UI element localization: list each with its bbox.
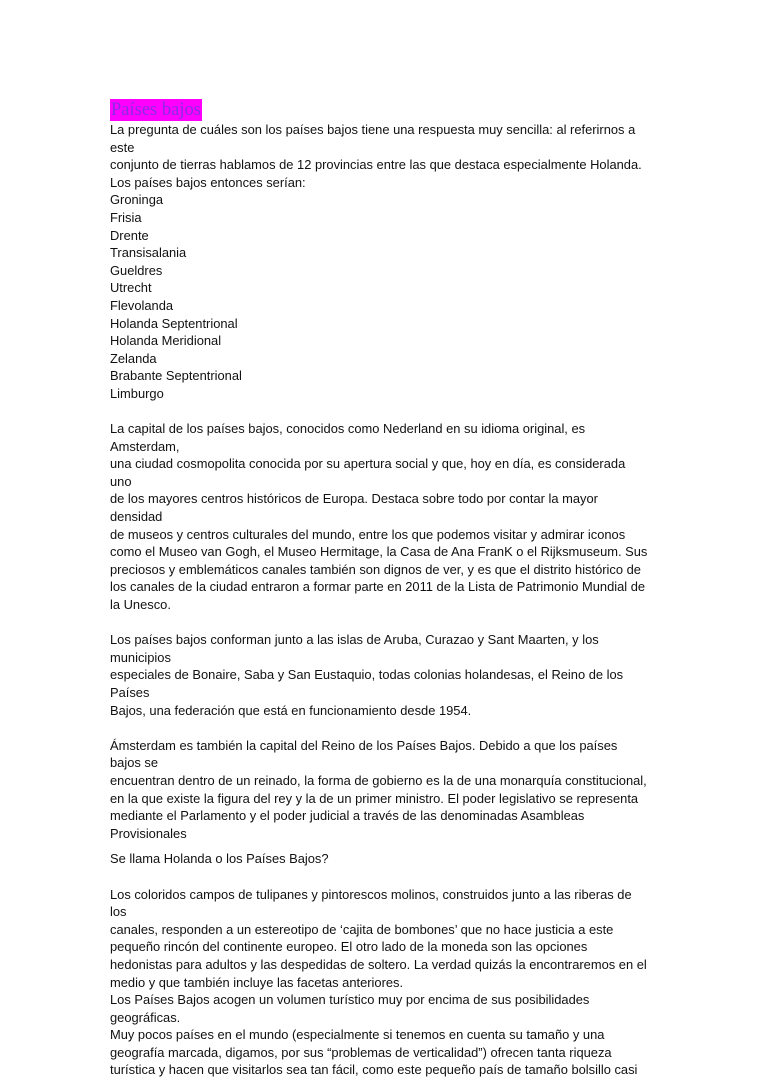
spacer (110, 868, 650, 886)
capital-paragraph: La capital de los países bajos, conocidos como Nederland en su idioma original, es Amsterdam, una ciudad cosmopolita conocida por su apertura social y que, hoy en día, es considerada uno de los mayores centros históricos de Europa. Destaca sobre todo por contar la mayor densidad de museos y centros culturales del mundo, entre los que podemos visitar y admirar iconos como el Museo van Gogh, el Museo Hermitage, la Casa de Ana FranK o el Rijksmuseum. Sus preciosos y emblemáticos canales también son dignos de ver, y es que el distrito histórico de los canales de la ciudad entraron a formar parte en 2011 de la Lista de Patrimonio Mundial de la Unesco. (110, 421, 648, 613)
document-page (110, 99, 650, 1079)
province-item: Brabante Septentrional (110, 368, 242, 384)
tulips-paragraph: Los coloridos campos de tulipanes y pintorescos molinos, construidos junto a las riberas de los canales, responden a un estereotipo de ‘cajita de bombones’ que no hace justicia a este pequeño rincón del continente europeo. El otro lado de la moneda son las opciones hedonistas para adultos y las despedidas de soltero. La verdad quizás la encontraremos en el medio y que también incluye las facetas anteriores. (110, 886, 647, 990)
province-list (110, 191, 650, 402)
intro-paragraph: La pregunta de cuáles son los países bajos tiene una respuesta muy sencilla: al referirnos a este conjunto de tierras hablamos de 12 provincias entre las que destaca especialmente Holanda. Los países bajos entonces serían: (110, 122, 642, 190)
province-item: Frisia (110, 209, 142, 225)
province-item: Holanda Meridional (110, 333, 222, 349)
kingdom-paragraph: Los países bajos conforman junto a las islas de Aruba, Curazao y Sant Maarten, y los municipios especiales de Bonaire, Saba y San Eustaquio, todas colonias holandesas, el Reino de los Países Bajos, una federación que está en funcionamiento desde 1954. (110, 632, 624, 718)
province-item: Groninga (110, 192, 164, 208)
province-item: Gueldres (110, 262, 163, 278)
spacer (110, 403, 650, 421)
spacer (110, 842, 650, 850)
tourism-paragraph: Los Países Bajos acogen un volumen turístico muy por encima de sus posibilidades geográficas. Muy pocos países en el mundo (especialmente si tenemos en cuenta su tamaño y una geografía marcada, digamos, por sus “problemas de verticalidad”) ofrecen tanta riqueza turística y hacen que visitarlos sea tan fácil, como este pequeño país de tamaño bolsillo casi (110, 992, 638, 1078)
province-item: Flevolanda (110, 297, 174, 313)
question-heading: Se llama Holanda o los Países Bajos? (110, 851, 329, 867)
province-item: Holanda Septentrional (110, 315, 238, 331)
province-item: Drente (110, 227, 149, 243)
spacer (110, 614, 650, 632)
spacer (110, 719, 650, 737)
document-title: Países bajos (111, 100, 201, 120)
province-item: Zelanda (110, 350, 157, 366)
province-item: Utrecht (110, 280, 152, 296)
province-item: Limburgo (110, 385, 164, 401)
government-paragraph: Ámsterdam es también la capital del Reino de los Países Bajos. Debido a que los países bajos se encuentran dentro de un reinado, la forma de gobierno es la de una monarquía constitucional, en la que existe la figura del rey y la de un primer ministro. El poder legislativo se representa mediante el Parlamento y el poder judicial a través de las denominadas Asambleas Provisionales (110, 737, 647, 841)
province-item: Transisalania (110, 245, 187, 261)
